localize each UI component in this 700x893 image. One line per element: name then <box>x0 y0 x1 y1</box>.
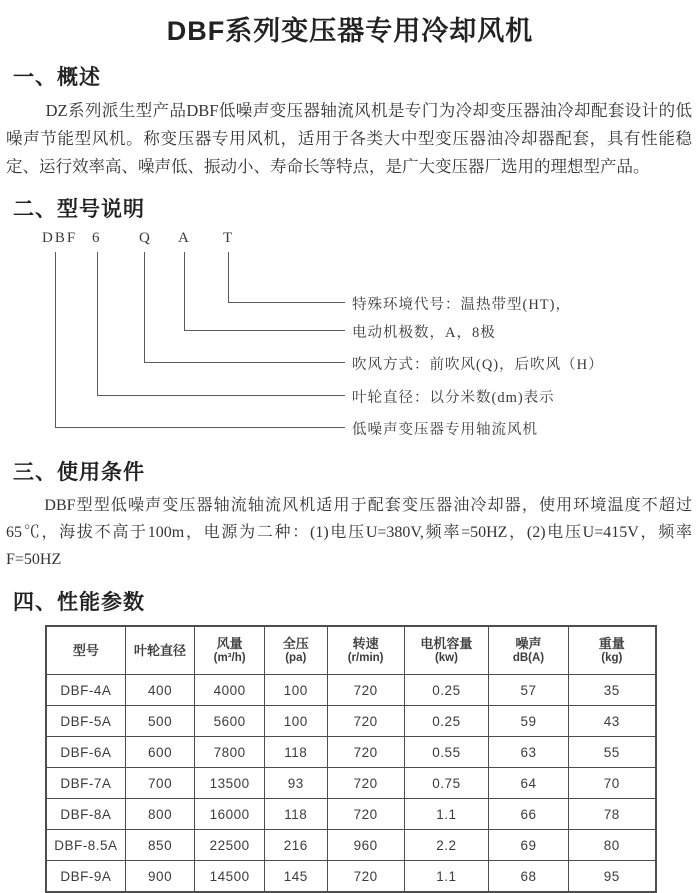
table-cell: 0.25 <box>404 675 489 706</box>
table-cell: 13500 <box>195 768 265 799</box>
table-cell: 35 <box>568 675 656 706</box>
table-cell: 960 <box>327 830 404 861</box>
table-cell: 118 <box>264 737 327 768</box>
table-cell: 93 <box>264 768 327 799</box>
table-row <box>46 706 656 737</box>
table-cell: 95 <box>568 861 656 893</box>
column-header: 重量 (kg) <box>568 626 656 675</box>
diagram-leader-line <box>228 302 345 303</box>
diagram-leader-line <box>144 362 345 363</box>
table-cell: 78 <box>568 799 656 830</box>
table-cell: 55 <box>568 737 656 768</box>
table-cell: DBF-9A <box>46 861 125 893</box>
table-cell: 64 <box>489 768 568 799</box>
column-header: 叶轮直径 <box>125 626 195 675</box>
table-cell: 7800 <box>195 737 265 768</box>
diagram-leader-line <box>184 330 345 331</box>
table-row <box>46 675 656 706</box>
table-cell: 66 <box>489 799 568 830</box>
legend-motor-poles: 电动机极数，A，8极 <box>352 325 496 341</box>
table-cell: 43 <box>568 706 656 737</box>
table-cell: 100 <box>264 706 327 737</box>
code-part-a: A <box>178 230 191 246</box>
table-cell: 0.25 <box>404 706 489 737</box>
table-cell: 63 <box>489 737 568 768</box>
diagram-leader-line <box>97 252 98 395</box>
diagram-leader-line <box>97 395 345 396</box>
table-row <box>46 861 656 893</box>
table-cell: 145 <box>264 861 327 893</box>
table-cell: DBF-4A <box>46 675 125 706</box>
table-cell: 22500 <box>195 830 265 861</box>
table-cell: 900 <box>125 861 195 893</box>
table-cell: 70 <box>568 768 656 799</box>
performance-table <box>45 625 657 893</box>
table-cell: 720 <box>327 768 404 799</box>
heading-model: 二、型号说明 <box>13 198 145 221</box>
diagram-leader-line <box>55 252 56 427</box>
column-header: 电机容量 (kw) <box>404 626 489 675</box>
table-row <box>46 737 656 768</box>
table-cell: DBF-6A <box>46 737 125 768</box>
code-part-dbf: DBF <box>42 230 78 246</box>
legend-series-name: 低噪声变压器专用轴流风机 <box>352 422 538 438</box>
table-row <box>46 799 656 830</box>
code-part-t: T <box>223 230 235 246</box>
table-cell: 118 <box>264 799 327 830</box>
table-cell: DBF-7A <box>46 768 125 799</box>
code-part-q: Q <box>139 230 152 246</box>
table-cell: 57 <box>489 675 568 706</box>
table-cell: 16000 <box>195 799 265 830</box>
table-cell: 216 <box>264 830 327 861</box>
table-cell: 5600 <box>195 706 265 737</box>
table-cell: 800 <box>125 799 195 830</box>
table-cell: DBF-5A <box>46 706 125 737</box>
table-cell: 4000 <box>195 675 265 706</box>
table-cell: 720 <box>327 737 404 768</box>
heading-overview: 一、概述 <box>13 66 101 89</box>
table-row <box>46 768 656 799</box>
table-cell: 14500 <box>195 861 265 893</box>
table-cell: 68 <box>489 861 568 893</box>
table-cell: 400 <box>125 675 195 706</box>
table-cell: 850 <box>125 830 195 861</box>
overview-paragraph: DZ系列派生型产品DBF低噪声变压器轴流风机是专门为冷却变压器油冷却配套设计的低噪声节能型风机。称变压器专用风机，适用于各类大中型变压器油冷却器配套，具有性能稳定、运行效率高、噪声低、振动小、寿命长等特点，是广大变压器厂选用的理想型产品。 <box>6 101 692 176</box>
table-cell: 100 <box>264 675 327 706</box>
table-cell: 2.2 <box>404 830 489 861</box>
table-cell: 720 <box>327 861 404 893</box>
table-row <box>46 830 656 861</box>
column-header: 风量 (m³/h) <box>195 626 265 675</box>
code-part-6: 6 <box>92 230 102 246</box>
table-cell: 69 <box>489 830 568 861</box>
table-cell: 0.75 <box>404 768 489 799</box>
table-header-row <box>46 626 656 675</box>
table-cell: 1.1 <box>404 799 489 830</box>
table-body <box>46 675 656 893</box>
page-title: DBF系列变压器专用冷却风机 <box>166 16 534 46</box>
conditions-paragraph: DBF型型低噪声变压器轴流轴流风机适用于配套变压器油冷却器，使用环境温度不超过65℃，海拔不高于100m，电源为二种：(1)电压U=380V,频率=50HZ，(2)电压U=415V，频率F=50HZ <box>6 497 692 568</box>
column-header: 转速 (r/min) <box>327 626 404 675</box>
diagram-leader-line <box>228 252 229 302</box>
table-cell: 720 <box>327 706 404 737</box>
table-cell: 720 <box>327 799 404 830</box>
legend-impeller-diameter: 叶轮直径：以分米数(dm)表示 <box>352 390 555 406</box>
table-cell: 720 <box>327 675 404 706</box>
column-header: 噪声 dB(A) <box>489 626 568 675</box>
table-cell: 500 <box>125 706 195 737</box>
legend-special-environment: 特殊环境代号：温热带型(HT)， <box>352 297 571 313</box>
column-header: 型号 <box>46 626 125 675</box>
heading-performance: 四、性能参数 <box>13 591 145 614</box>
table-cell: 600 <box>125 737 195 768</box>
legend-blow-mode: 吹风方式：前吹风(Q)，后吹风（H） <box>352 357 604 373</box>
table-cell: 700 <box>125 768 195 799</box>
model-code-diagram <box>0 230 700 450</box>
table-cell: DBF-8A <box>46 799 125 830</box>
diagram-leader-line <box>55 427 345 428</box>
diagram-leader-line <box>144 252 145 362</box>
heading-conditions: 三、使用条件 <box>13 461 145 484</box>
table-cell: 59 <box>489 706 568 737</box>
diagram-leader-line <box>184 252 185 330</box>
table-cell: 0.55 <box>404 737 489 768</box>
table-cell: 80 <box>568 830 656 861</box>
column-header: 全压 (pa) <box>264 626 327 675</box>
table-cell: 1.1 <box>404 861 489 893</box>
table-cell: DBF-8.5A <box>46 830 125 861</box>
